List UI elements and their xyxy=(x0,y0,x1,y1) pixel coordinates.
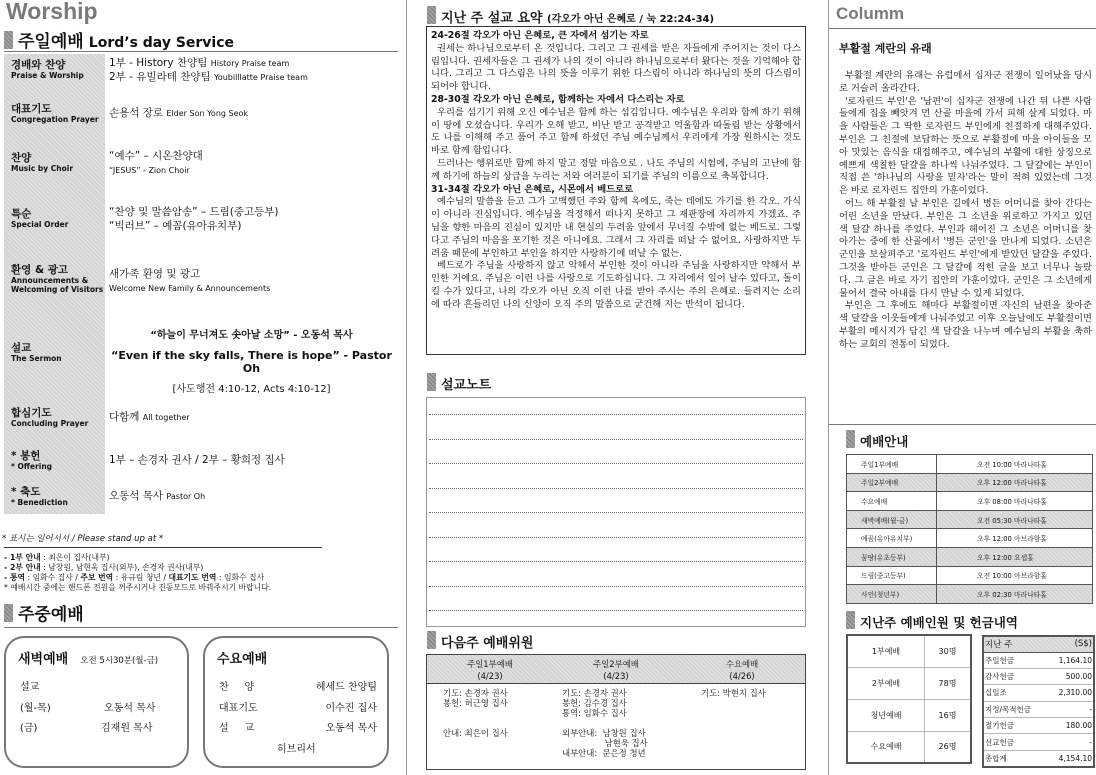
offering-name: 선교헌금 xyxy=(983,734,1047,750)
offering-amount: 1,164.10 xyxy=(1047,652,1094,668)
offering-header-row xyxy=(983,636,1094,652)
service-time: 오후 12:00 마라나타홀 xyxy=(937,473,1093,492)
col-header: 수요예배 (4/26) xyxy=(725,659,759,681)
service-name: 새벽예배(월-금) xyxy=(847,510,937,529)
column-subtitle: 부활절 계란의 유래 xyxy=(839,42,932,55)
wednesday-title: 수요예배 xyxy=(217,652,268,667)
summary-paragraph: 예수님의 말씀을 듣고 그가 고백했던 주와 함께 옥에도, 죽는 데에도 가기를 한 각오. 가식이 아니라 진심입니다. 예수님을 걱정해서 떠나지 못하고 그 재판장에 자리까지 가겠죠. 주님을 향한 마음의 진심이 있지만 내 현실의 두려움 앞에서 무너질 수밖에 없는 베드로. 그렇다고 주님의 마음을 포기한 것은 아니에요. 그래서 그 자리를 떠날 수 없어요. 사랑하지만 두려움 때문에 부인하고 부인을 하지만 사랑하기에 떠날 수 없는. xyxy=(431,196,801,259)
stand-note: * 표시는 일어서서 / Please stand up at * xyxy=(2,534,164,544)
next-week-table-body xyxy=(427,684,805,770)
order-value xyxy=(109,454,285,468)
table-row xyxy=(847,492,1093,511)
service-name: 사인(청년부) xyxy=(847,585,937,604)
order-value xyxy=(109,490,205,504)
service-name: 주일2부예배 xyxy=(847,473,937,492)
note-line xyxy=(429,610,803,611)
table-row xyxy=(983,701,1094,717)
service-time: 오전 10:00 아브라함홀 xyxy=(937,566,1093,585)
order-label-en: Special Order xyxy=(11,220,69,229)
note-line xyxy=(429,537,803,538)
guide-line-1: - 1부 안내 : 최은이 집사(내부) xyxy=(4,553,110,562)
table-row xyxy=(847,455,1093,474)
order-label-en: Announcements & xyxy=(11,276,89,285)
service-schedule-table xyxy=(846,454,1093,604)
order-label-ko: 특순 xyxy=(11,208,32,220)
dawn-sermon-label: 설교 xyxy=(20,682,40,693)
service-name: 꿈땅(유초등부) xyxy=(847,547,937,566)
offering-table xyxy=(982,635,1095,768)
order-value-line xyxy=(109,150,203,164)
summary-paragraph: 권세는 하나님으로부터 온 것입니다. 그리고 그 권세를 받은 자들에게 주어지는 것이 다스림입니다. 권세자들은 그 권세가 나의 것이 아니라 하나님으로부터 왔다는 것을 기억해야 합니다. 그리고 그 다스림은 나의 뜻을 이루기 위한 다스림이 아니라 하나님의 뜻의 다스림이 되어야 합니다. xyxy=(431,42,801,93)
offering-total-row xyxy=(983,750,1094,766)
offering-total-label: 총합계 xyxy=(983,750,1047,766)
guide-line-2: - 2부 안내 : 남창원, 남현욱 집사(외부), 손경자 권사(내부) xyxy=(4,563,204,573)
order-value xyxy=(109,206,279,233)
table-row xyxy=(983,718,1094,734)
order-value-line xyxy=(109,57,308,71)
order-label-ko: 대표기도 xyxy=(11,103,52,115)
service-time: 오후 12:00 아브라함홀 xyxy=(937,529,1093,548)
table-row xyxy=(983,734,1094,750)
column-paragraph: '로자린드 부인'은 '남편'이 십자군 전쟁에 나간 뒤 나쁜 사람들에게 집을 빼앗겨 먼 산골 마을에 가서 피해 살게 되었다. 마을 사람들은 그 딱한 로자린드 부인에게 친절하게 대해주었다. 부인은 그 친절에 보답하는 뜻으로 부활절에 마을 아이들을 모아 맛있는 음식을 대접해주고, 예수님의 부활에 대한 상징으로 예쁘게 색칠한 달걀을 하나씩 나눠주었다. 그 달걀에는 부인이 직접 쓴 '하나님의 사랑을 믿자'라는 말이 적혀 있었는데 그것은 바로 로자린드 집안의 가훈이었다. xyxy=(839,95,1092,197)
offering-name: 주일헌금 xyxy=(983,652,1047,668)
sermon-reference: [사도행전 4:10-12, Acts 4:10-12] xyxy=(172,384,331,395)
sermon-notes-area[interactable] xyxy=(426,397,806,627)
order-value-main: “빅러브” – 예꼼(유아유치부) xyxy=(109,219,242,232)
divider xyxy=(829,424,1096,425)
order-label-ko: 찬양 xyxy=(11,152,32,164)
table-row xyxy=(847,547,1093,566)
order-label-en: * Benediction xyxy=(11,498,68,507)
table-row xyxy=(847,585,1093,604)
order-label-ko: 설교 xyxy=(11,342,32,354)
summary-paragraph: 베드로가 주님을 사랑하지 않고 악해서 부인한 것이 아니라 주님을 사랑하지만 약해서 부인한 거에요. 주님은 이런 나를 사랑으로 기도하십니다. 그 자리에서 일어 날수 있다고, 돌이킬 수가 있다고, 나의 각오가 아닌 오직 이런 나를 받아 주시는 주의 은혜로. 들려지는 소리에 따라 흔들리던 나의 신앙이 오직 주의 말씀으로 굳건해 지는 반석이 됩니다. xyxy=(431,260,801,310)
wed-row-value: 오동석 목사 xyxy=(325,723,377,734)
order-value-small: Elder Son Yong Seok xyxy=(166,109,249,118)
service-name: 수요예배 xyxy=(847,492,937,511)
dawn-row-value: 오동석 목사 xyxy=(104,703,156,714)
order-value-line xyxy=(109,71,308,85)
dawn-row-value: 김재원 목사 xyxy=(101,723,153,734)
column-paragraph: 부인은 그 후에도 해마다 부활절이면 자신의 남편을 찾아준 색 달걀을 이웃들에게 나눠주었고 이후 오늘날에도 부활절이면 부활의 메시지가 담긴 색 달걀을 나누며 예수님의 부활을 축하하는 교회의 전통이 되었다. xyxy=(839,300,1092,350)
order-value-main: “예수” – 시온찬양대 xyxy=(109,150,203,162)
offering-amount: 500.00 xyxy=(1047,668,1094,684)
service-name: 주일1부예배 xyxy=(847,455,937,474)
order-value xyxy=(109,107,248,121)
order-label xyxy=(11,101,109,125)
attendance-count: 26명 xyxy=(925,731,971,763)
service-name: 예꼼(유아유치부) xyxy=(847,529,937,548)
wed-row-key: 대표기도 xyxy=(219,703,258,714)
stats-header xyxy=(846,611,1018,631)
table-row xyxy=(983,652,1094,668)
table-cell: 기도: 손경자 권사 봉헌: 허근영 집사 안내: 최은이 집사 xyxy=(443,688,508,738)
sermon-info xyxy=(105,326,398,395)
wednesday-service-box xyxy=(203,636,389,768)
order-label-en: Concluding Prayer xyxy=(11,419,89,428)
summary-heading: 31-34절 각오가 아닌 은혜로, 시몬에서 베드로로 xyxy=(431,183,634,195)
order-value-line xyxy=(109,490,205,504)
table-row xyxy=(983,685,1094,701)
attendance-count: 16명 xyxy=(925,699,971,731)
order-label-en2: Welcoming of Visitors xyxy=(11,284,104,294)
guide-line-3: - 통역 : 임화수 집사 / 주보 번역 : 유규림 청년 / 대표기도 번역 : 임화수 집사 xyxy=(4,573,265,583)
notes-header xyxy=(427,373,491,393)
summary-paragraph: 우리를 섬기기 위해 오신 예수님은 함께 하는 섬김입니다. 예수님은 우리와 함께 하기 위해 이 땅에 오셨습니다. 우리가 오해 받고, 비난 받고 공격받고 억울함과 따돌림 받는 상황에서도 나를 이해해 주고 품어 주고 함께 하셨던 주님 예수님께서 우리에게 가장 원하시는 것도 바로 함께 함입니다. xyxy=(431,106,801,157)
section-marker-icon xyxy=(4,604,13,622)
sermon-column xyxy=(406,0,806,775)
order-value xyxy=(109,268,270,295)
col-header: 주일2부예배 (4/23) xyxy=(593,659,639,681)
offering-name: 절기헌금 xyxy=(983,718,1047,734)
table-cell: 기도: 손경자 권사 봉헌: 김수경 집사 통역: 임화수 집사 외부안내: 남창원 집사 남현욱 집사 내부안내: 문은정 청년 xyxy=(562,688,648,758)
column-section xyxy=(828,0,1096,775)
divider xyxy=(4,547,322,548)
wed-row-key: 설 교 xyxy=(219,723,255,734)
service-time: 오전 05:30 마라나타홀 xyxy=(937,510,1093,529)
order-value-line xyxy=(109,107,248,121)
order-value xyxy=(109,411,190,425)
service-name: 드림(중고등부) xyxy=(847,566,937,585)
next-week-title: 다음주 예배위원 xyxy=(441,636,534,651)
order-value-small: Pastor Oh xyxy=(166,492,206,501)
order-value-main: 다함께 xyxy=(109,411,140,423)
next-week-table-header xyxy=(427,655,805,684)
order-value-line xyxy=(109,220,279,234)
note-line xyxy=(429,586,803,587)
dawn-time: 오전 5시30분(월-금) xyxy=(80,656,159,666)
order-label-en: * Offering xyxy=(11,462,53,471)
order-label xyxy=(11,262,109,294)
order-label-en: Congregation Prayer xyxy=(11,115,99,124)
summary-paragraph: 드러나는 행위로만 함께 하지 말고 정말 마음으로 . 나도 주님의 시험에, 주님의 고난에 함께 하기에 하늘의 상급을 누리는 저와 여러분이 되기를 주님의 이름으로 축복합니다. xyxy=(431,157,801,182)
section-marker-icon xyxy=(846,611,855,629)
summary-header xyxy=(427,6,714,26)
order-value-main: 2부 - 유빌라테 찬양팀 xyxy=(109,70,211,83)
order-label-ko: 경배와 찬양 xyxy=(11,59,66,71)
stats-title: 지난주 예배인원 및 헌금내역 xyxy=(860,615,1018,630)
order-value-line xyxy=(109,454,285,468)
dawn-row-key: (월-목) xyxy=(20,703,51,714)
summary-subtitle: (각오가 아닌 은혜로 / 눅 22:24-34) xyxy=(547,14,715,25)
order-value-small: “JESUS” - Zion Choir xyxy=(109,165,190,175)
sermon-title-ko: “하늘이 무너져도 솟아날 소망” - 오동석 목사 xyxy=(150,330,353,341)
table-row xyxy=(847,699,971,731)
order-value-main: 1부 – 손경자 권사 / 2부 – 황희정 집사 xyxy=(109,454,285,466)
table-row xyxy=(847,667,971,699)
wed-row-key: 찬 양 xyxy=(219,682,255,693)
order-label-en: Praise & Worship xyxy=(11,71,84,80)
order-value-small: Welcome New Family & Announcements xyxy=(109,283,271,293)
order-label xyxy=(11,448,109,472)
order-label-en: Music by Choir xyxy=(11,164,74,173)
attendance-table xyxy=(846,634,972,764)
note-line xyxy=(429,512,803,513)
section-marker-icon xyxy=(427,373,436,391)
order-label xyxy=(11,484,109,508)
attendance-service: 수요예배 xyxy=(847,731,925,763)
attendance-service: 청년예배 xyxy=(847,699,925,731)
section-marker-icon xyxy=(427,6,436,24)
offering-header-label: 지난 주 xyxy=(983,636,1047,652)
order-value-main: 1부 - History 찬양팀 xyxy=(109,57,208,69)
order-value xyxy=(109,150,203,177)
worship-title: Worship xyxy=(6,0,98,24)
order-value-small: All together xyxy=(142,413,190,422)
service-time: 오후 08:00 마라나타홀 xyxy=(937,492,1093,511)
sermon-title-en: “Even if the sky falls, There is hope” - Pastor Oh xyxy=(111,349,392,375)
next-week-header xyxy=(427,631,533,651)
note-line xyxy=(429,463,803,464)
order-value-line xyxy=(109,206,279,220)
table-cell: 기도: 박현지 집사 xyxy=(701,688,766,698)
offering-total-amount: 4,154.10 xyxy=(1047,750,1094,766)
order-label xyxy=(11,206,109,230)
dawn-service-box xyxy=(4,636,189,768)
order-label-ko: 환영 & 광고 xyxy=(11,264,69,276)
offering-amount: - xyxy=(1047,734,1094,750)
order-label-ko: 합심기도 xyxy=(11,407,52,419)
service-time: 오후 02:30 마라나타홀 xyxy=(937,585,1093,604)
attendance-count: 30명 xyxy=(925,635,971,667)
attendance-service: 1부예배 xyxy=(847,635,925,667)
summary-title: 지난 주 설교 요약 xyxy=(441,11,543,26)
divider xyxy=(829,28,1096,29)
summary-heading: 24-26절 각오가 아닌 은혜로, 큰 자에서 섬기는 자로 xyxy=(431,30,649,41)
order-value-main: “찬양 및 말씀암송” – 드림(중고등부) xyxy=(109,206,279,218)
service-time: 오전 10:00 마라나타홀 xyxy=(937,455,1093,474)
service-time: 오후 12:00 요셉홀 xyxy=(937,547,1093,566)
table-row xyxy=(847,473,1093,492)
section-marker-icon xyxy=(427,631,436,649)
attendance-count: 78명 xyxy=(925,667,971,699)
dawn-row-key: (금) xyxy=(20,723,38,734)
order-value-small: History Praise team xyxy=(210,59,290,68)
order-value xyxy=(109,57,308,84)
order-value-line xyxy=(109,282,270,296)
table-row xyxy=(847,566,1093,585)
weekday-title: 주중예배 xyxy=(18,605,84,625)
column-body xyxy=(839,70,1092,352)
offering-name: 십일조 xyxy=(983,685,1047,701)
note-line xyxy=(429,414,803,415)
table-row xyxy=(847,510,1093,529)
weekday-header xyxy=(4,600,398,628)
offering-amount: 2,310.00 xyxy=(1047,685,1094,701)
table-row xyxy=(983,668,1094,684)
offering-name: 감사헌금 xyxy=(983,668,1047,684)
table-row xyxy=(847,731,971,763)
order-label xyxy=(11,405,109,429)
note-line xyxy=(429,561,803,562)
wed-row-value: 헤세드 찬양팀 xyxy=(315,682,377,693)
table-row xyxy=(847,635,971,667)
lords-day-header xyxy=(4,27,398,52)
offering-amount: - xyxy=(1047,701,1094,717)
lords-day-en: Lord’s day Service xyxy=(88,35,235,51)
column-title: Columm xyxy=(836,4,904,23)
service-guide-title: 예배안내 xyxy=(860,434,909,449)
wed-row-value: 이수진 집사 xyxy=(325,703,377,714)
order-value-line xyxy=(109,268,270,282)
section-marker-icon xyxy=(846,430,855,448)
usher-guide xyxy=(4,553,271,594)
offering-amount: 180.00 xyxy=(1047,718,1094,734)
sermon-summary xyxy=(426,26,806,355)
order-value-main: 손용석 장로 xyxy=(109,107,164,119)
column-paragraph: 부활절 계란의 유래는 유럽에서 십자군 전쟁이 일어났을 당시로 거슬러 올라간다. xyxy=(839,70,1092,94)
order-label-en: The Sermon xyxy=(11,354,62,363)
offering-name: 지정/목적헌금 xyxy=(983,701,1047,717)
next-week-table xyxy=(426,654,806,770)
dawn-title: 새벽예배 xyxy=(18,652,69,667)
notes-title: 설교노트 xyxy=(441,378,492,393)
order-value-main: 오동석 목사 xyxy=(109,490,164,502)
section-marker-icon xyxy=(4,31,13,49)
worship-column xyxy=(0,0,398,775)
column-paragraph: 어느 해 부활절 날 부인은 길에서 병든 어머니를 찾아 간다는 어린 소년을 만났다. 부인은 그 소년을 위로하고 가지고 있던 색 달걀 하나를 주었다. 부인과 헤어진 그 소년은 어머니를 찾아가는 중에 한 산골에서 '병든 군인'을 만나게 되었다. 소년은 군인을 보살펴주고 '로자린드 부인'에게 받았던 달걀을 주었다. 그것을 받아든 군인은 그 달걀에 적힌 글을 보고 너무나 놀랐다. 그 글은 바로 자기 집안의 가훈이었다. 군인은 그 소년에게 물어서 결국 아내를 다시 만날 수 있게 되었다. xyxy=(839,197,1092,299)
order-value-line xyxy=(109,411,190,425)
order-label-ko: * 축도 xyxy=(11,486,41,498)
note-line xyxy=(429,488,803,489)
order-label xyxy=(11,340,109,364)
offering-header-unit: (S$) xyxy=(1047,636,1094,652)
service-guide-header xyxy=(846,430,908,450)
note-line xyxy=(429,439,803,440)
order-label xyxy=(11,57,109,81)
guide-line-4: * 예배시간 중에는 핸드폰 전원을 꺼주시거나 진동모드로 바꿔주시기 바랍니다. xyxy=(4,583,272,593)
attendance-service: 2부예배 xyxy=(847,667,925,699)
wed-book: 히브리서 xyxy=(277,744,316,755)
order-value-line xyxy=(109,164,203,178)
order-value-small: Youbilllatte Praise team xyxy=(213,72,308,82)
order-value-main: 새가족 환영 및 광고 xyxy=(109,268,201,280)
table-row xyxy=(847,529,1093,548)
col-header: 주일1부예배 (4/23) xyxy=(467,659,513,681)
summary-heading: 28-30절 각오가 아닌 은혜로, 함께하는 자에서 다스리는 자로 xyxy=(431,93,685,105)
lords-day-ko: 주일예배 xyxy=(18,32,84,52)
order-label-ko: * 봉헌 xyxy=(11,450,41,462)
order-label xyxy=(11,150,109,174)
